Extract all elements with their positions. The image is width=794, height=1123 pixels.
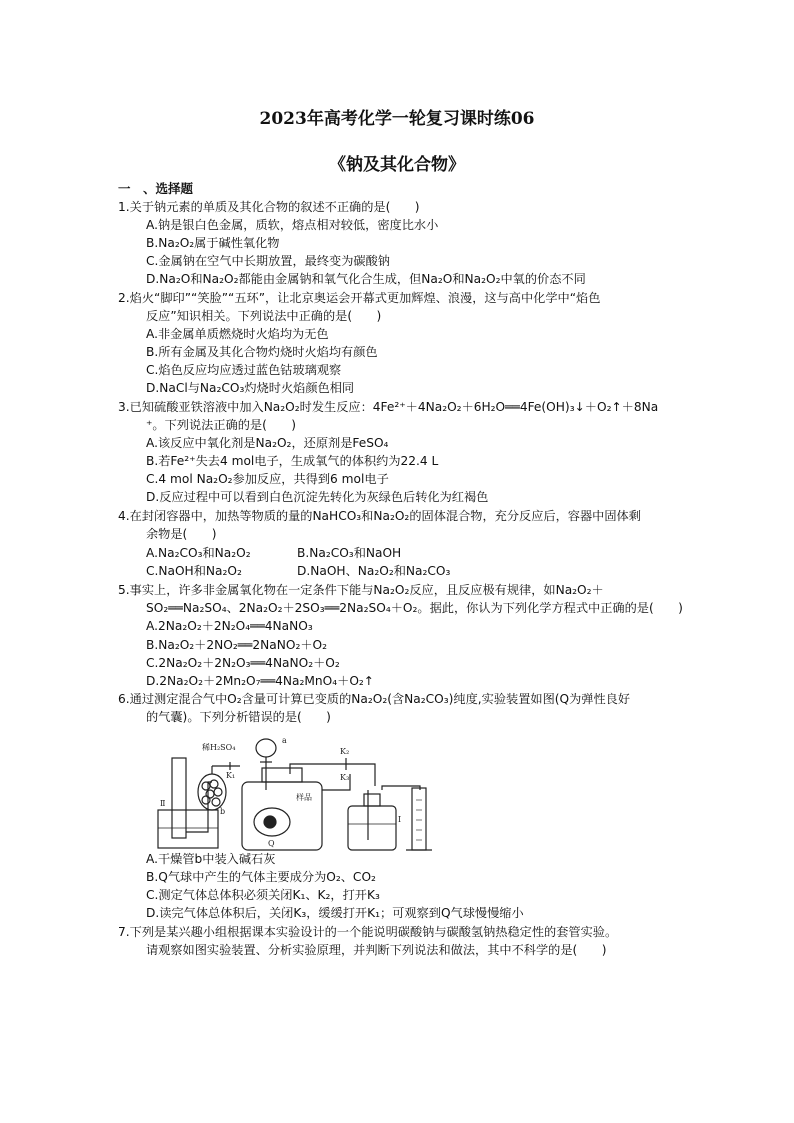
question-3-stem-line2: ⁺。下列说法正确的是( ) xyxy=(146,418,297,432)
document-subtitle: 《钠及其化合物》 xyxy=(329,155,465,175)
question-6-stem-line1: 6.通过测定混合气中O₂含量可计算已变质的Na₂O₂(含Na₂CO₃)纯度,实验装置如图(Q为弹性良好 xyxy=(118,692,631,706)
document-title: 2023年高考化学一轮复习课时练06 xyxy=(259,109,535,129)
question-1-option-a: A.钠是银白色金属，质软，熔点相对较低，密度比水小 xyxy=(146,218,439,232)
question-4-option-c: C.NaOH和Na₂O₂ xyxy=(146,564,242,578)
question-3-option-d: D.反应过程中可以看到白色沉淀先转化为灰绿色后转化为红褐色 xyxy=(146,490,489,504)
question-5-option-a: A.2Na₂O₂＋2N₂O₄══4NaNO₃ xyxy=(146,619,313,633)
question-6-option-b: B.Q气球中产生的气体主要成分为O₂、CO₂ xyxy=(146,870,376,884)
label-ii: Ⅱ xyxy=(160,799,166,808)
label-sample: 样品 xyxy=(296,793,312,802)
question-2-stem-line2: 反应”知识相关。下列说法中正确的是( ) xyxy=(146,309,382,323)
question-6-stem-line2: 的气囊)。下列分析错误的是( ) xyxy=(146,710,331,724)
question-6-option-a: A.干燥管b中装入碱石灰 xyxy=(146,852,276,866)
question-5-option-c: C.2Na₂O₂＋2N₂O₃══4NaNO₂＋O₂ xyxy=(146,656,340,670)
question-4-stem-line1: 4.在封闭容器中，加热等物质的量的NaHCO₃和Na₂O₂的固体混合物，充分反应后，容器中固体剩 xyxy=(118,509,641,523)
measuring-cylinder-i xyxy=(412,788,426,850)
label-a: a xyxy=(282,736,287,745)
question-3-option-b: B.若Fe²⁺失去4 mol电子，生成氧气的体积约为22.4 L xyxy=(146,454,439,468)
question-4-option-a: A.Na₂CO₃和Na₂O₂ xyxy=(146,546,251,560)
question-6-option-c: C.测定气体总体积必须关闭K₁、K₂，打开K₃ xyxy=(146,888,380,902)
cylinder-ii xyxy=(172,758,186,838)
section-heading: 一 、选择题 xyxy=(118,181,194,196)
question-2-option-a: A.非金属单质燃烧时火焰均为无色 xyxy=(146,327,329,341)
question-4-stem-line2: 余物是( ) xyxy=(146,527,217,541)
label-k3: K₃ xyxy=(340,773,350,782)
question-5-stem-line1: 5.事实上，许多非金属氧化物在一定条件下能与Na₂O₂反应，且反应极有规律，如Na₂O₂＋ xyxy=(118,583,604,597)
question-3-stem-line1: 3.已知硫酸亚铁溶液中加入Na₂O₂时发生反应：4Fe²⁺＋4Na₂O₂＋6H₂O══4Fe(OH)₃↓＋O₂↑＋8Na xyxy=(118,400,659,414)
question-4-option-b: B.Na₂CO₃和NaOH xyxy=(297,546,402,560)
question-2-option-d: D.NaCl与Na₂CO₃灼烧时火焰颜色相同 xyxy=(146,381,355,395)
question-3-option-a: A.该反应中氧化剂是Na₂O₂，还原剂是FeSO₄ xyxy=(146,436,389,450)
question-7-stem-line1: 7.下列是某兴趣小组根据课本实验设计的一个能说明碳酸钠与碳酸氢钠热稳定性的套管实验。 xyxy=(118,925,618,939)
question-5-option-d: D.2Na₂O₂＋2Mn₂O₇══4Na₂MnO₄＋O₂↑ xyxy=(146,674,375,688)
water-trough xyxy=(158,810,218,848)
label-k2: K₂ xyxy=(340,747,350,756)
question-1-option-d: D.Na₂O和Na₂O₂都能由金属钠和氧气化合生成，但Na₂O和Na₂O₂中氧的价态不同 xyxy=(146,272,586,286)
label-q: Q xyxy=(268,839,275,848)
label-b: b xyxy=(220,807,226,816)
wash-bottle xyxy=(348,806,396,850)
label-i: Ⅰ xyxy=(398,815,402,824)
label-k1: K₁ xyxy=(226,771,236,780)
question-2-option-c: C.焰色反应均应透过蓝色钴玻璃观察 xyxy=(146,363,342,377)
question-4-option-d: D.NaOH、Na₂O₂和Na₂CO₃ xyxy=(297,564,451,578)
question-5-option-b: B.Na₂O₂＋2NO₂══2NaNO₂＋O₂ xyxy=(146,638,327,652)
question-7-stem-line2: 请观察如图实验装置、分析实验原理，并判断下列说法和做法，其中不科学的是( ) xyxy=(146,943,607,957)
question-5-stem-line2: SO₂══Na₂SO₄、2Na₂O₂＋2SO₃══2Na₂SO₄＋O₂。据此，你认为下列化学方程式中正确的是( ) xyxy=(146,601,683,615)
question-2-stem-line1: 2.焰火“脚印”“笑脸”“五环”，让北京奥运会开幕式更加辉煌、浪漫，这与高中化学中“焰色 xyxy=(118,291,601,305)
label-acid: 稀H₂SO₄ xyxy=(202,743,236,752)
question-2-option-b: B.所有金属及其化合物灼烧时火焰均有颜色 xyxy=(146,345,378,359)
experiment-apparatus-figure xyxy=(150,730,500,858)
question-1-stem: 1.关于钠元素的单质及其化合物的叙述不正确的是( ) xyxy=(118,200,420,214)
question-1-option-c: C.金属钠在空气中长期放置，最终变为碳酸钠 xyxy=(146,254,390,268)
question-3-option-c: C.4 mol Na₂O₂参加反应，共得到6 mol电子 xyxy=(146,472,389,486)
question-1-option-b: B.Na₂O₂属于碱性氧化物 xyxy=(146,236,280,250)
question-6-option-d: D.读完气体总体积后，关闭K₃，缓缓打开K₁；可观察到Q气球慢慢缩小 xyxy=(146,906,524,920)
separatory-funnel xyxy=(256,739,276,757)
